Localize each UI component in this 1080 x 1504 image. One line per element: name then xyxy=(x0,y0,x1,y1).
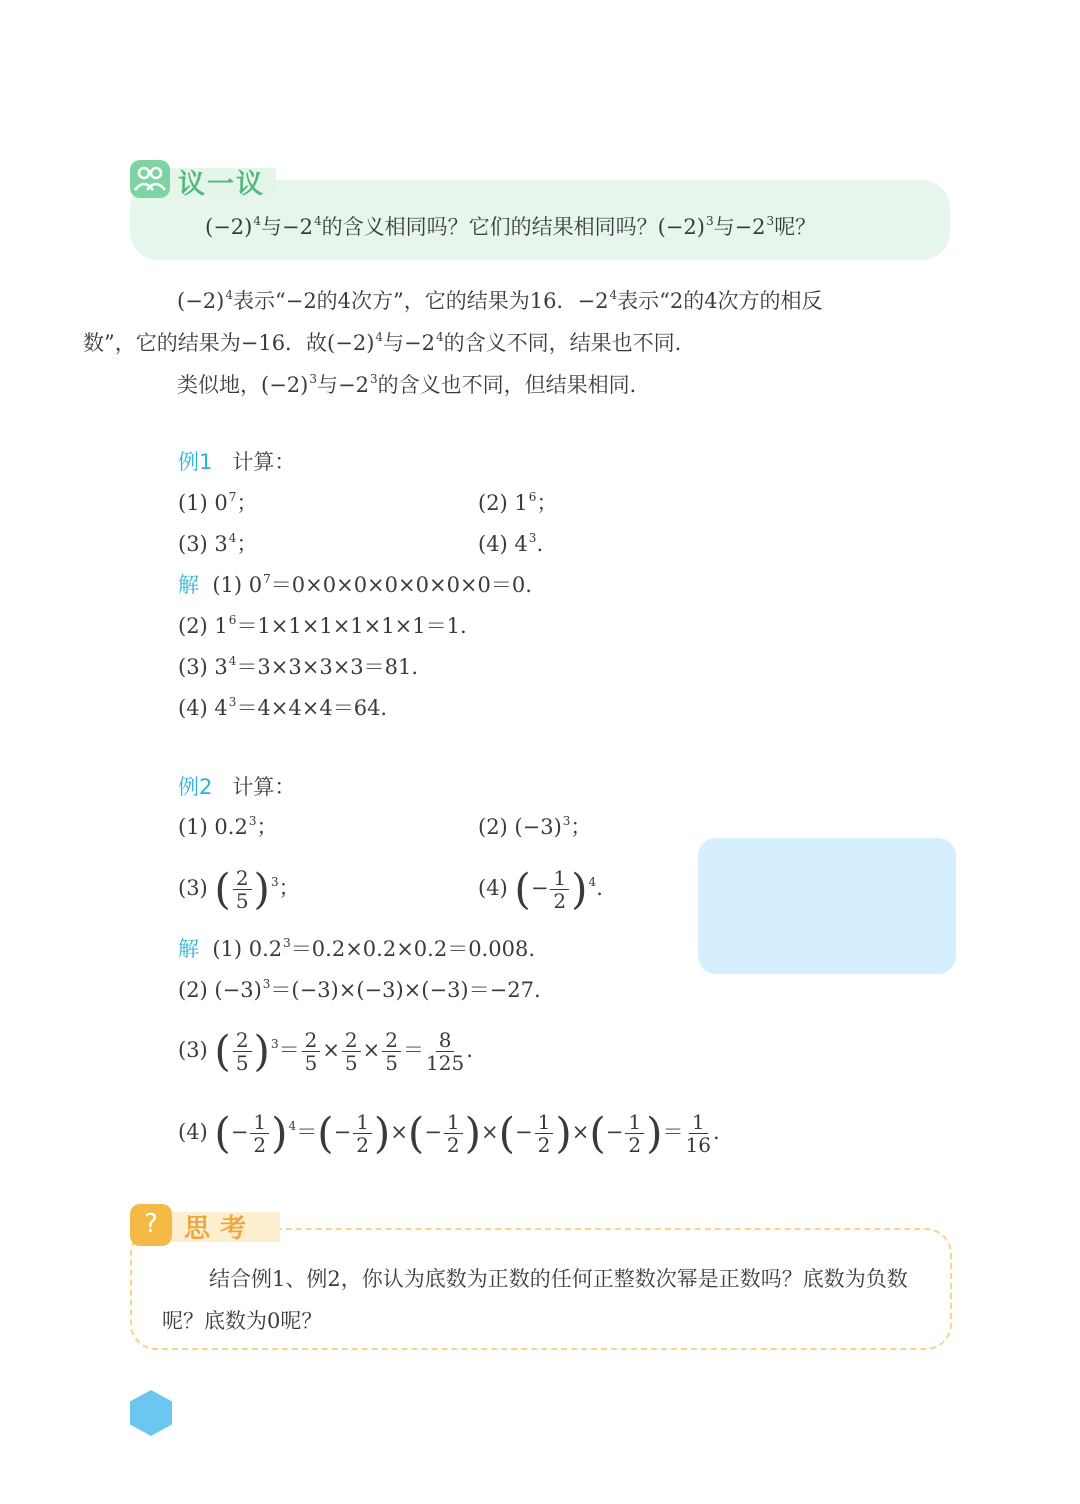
example1-heading xyxy=(178,447,295,477)
think-text: 结合例1、例2，你认为底数为正数的任何正整数次幂是正数吗？底数为负数呢？底数为0呢？ xyxy=(162,1267,908,1333)
example1-solution-3: (3) $3^4=3\times 3\times 3\times 3=81$. xyxy=(178,654,419,679)
discussion-question: $(-2)^4$与$-2^4$的含义相同吗？它们的结果相同吗？$(-2)^3$与$-2^3$呢？ xyxy=(205,214,817,239)
example1-task: 计算： xyxy=(232,450,296,474)
discussion-title: 议一议 xyxy=(178,169,265,200)
example1-item-4: (4) $4^3$. xyxy=(478,531,544,556)
lightbulb-icon: ? xyxy=(130,1204,172,1246)
example2-solution-label: 解 xyxy=(178,937,199,961)
example2-item-3: (3) ( $\frac{2}{5}$ )$^3$； xyxy=(178,864,300,914)
example2-label: 例2 xyxy=(178,775,213,799)
example2-solution-4: (4) (− $\frac{1}{2}$ )$^4$＝(− $\frac{1}{2}$ )×(− $\frac{1}{2}$ )×(− $\frac{1}{2}$ )×(− $\frac{1}{2}$ )＝ $\frac{1}{16}$ . xyxy=(178,1108,720,1158)
page-tab-icon xyxy=(130,1390,172,1436)
explanation-paragraph-2: 类似地，$(-2)^3$与$-2^3$的含义也不同，但结果相同． xyxy=(177,372,651,397)
think-header xyxy=(130,1204,280,1248)
example1-item-1: (1) $0^7$； xyxy=(178,490,258,515)
example2-task: 计算： xyxy=(232,775,296,799)
example1-solution-4: (4) $4^3=4\times 4\times 4=64$. xyxy=(178,695,388,720)
example1-item-3: (3) $3^4$； xyxy=(178,531,258,556)
explanation-paragraph-1: $(-2)^4$表示“−2的4次方”，它的结果为16．$-2^4$表示“2的4次方的相反 数”，它的结果为−16．故$(-2)^4$与$-2^4$的含义不同，结果也不同． xyxy=(83,288,823,355)
example2-solution-2: (2) $(-3)^3=(-3)\times(-3)\times(-3)=-27$. xyxy=(178,977,541,1002)
example1-solution-1: 解 (1) $0^7=0\times 0\times 0\times 0\times 0\times 0\times 0=0$. xyxy=(178,572,532,597)
example2-item-4: (4) (− $\frac{1}{2}$ )$^4$. xyxy=(478,864,603,914)
margin-note-box xyxy=(698,838,956,974)
example2-heading xyxy=(178,772,295,802)
example1-label: 例1 xyxy=(178,450,213,474)
example2-solution-1: 解 (1) $0.2^3=0.2\times 0.2\times 0.2=0.008$. xyxy=(178,936,535,961)
example1-solution-label: 解 xyxy=(178,573,199,597)
discussion-header xyxy=(130,160,276,200)
example2-solution-3: (3) ( $\frac{2}{5}$ )$^3$＝ $\frac{2}{5}$ × $\frac{2}{5}$ × $\frac{2}{5}$ ＝ $\frac{8}{125}$ . xyxy=(178,1026,473,1076)
example2-item-1: (1) $0.2^3$； xyxy=(178,814,278,839)
example1-solution-2: (2) $1^6=1\times 1\times 1\times 1\times 1\times 1=1$. xyxy=(178,613,467,638)
think-title: 思考 xyxy=(184,1214,257,1244)
example1-item-2: (2) $1^6$； xyxy=(478,490,558,515)
example2-item-2: (2) $(-3)^3$； xyxy=(478,814,592,839)
people-icon xyxy=(130,160,170,198)
